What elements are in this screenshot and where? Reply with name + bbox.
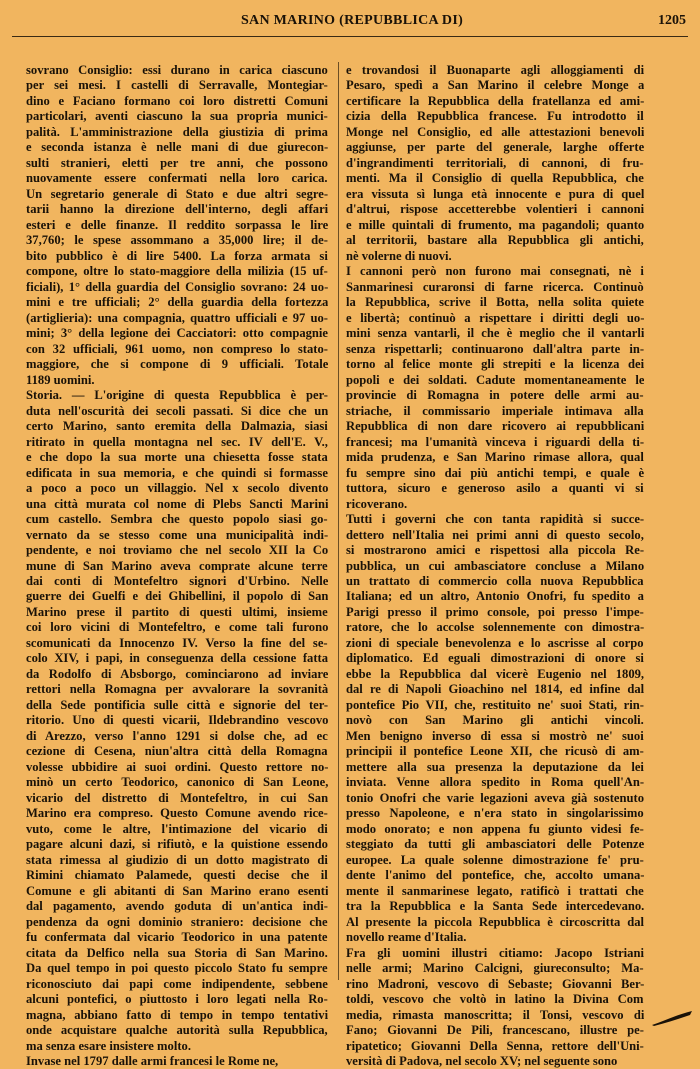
text-line: Repubblica di non dare ricovero ai repubblicani — [346, 419, 644, 434]
text-line: novò con San Marino gli antichi vincoli. — [346, 713, 644, 728]
left-column — [26, 63, 328, 1069]
text-line: magna, abbiano fatto di tempo in tempo tentativi — [26, 1007, 328, 1022]
text-line: era vissuta sì lunga età innocente e pura di quel — [346, 186, 644, 201]
text-line: sulti stranieri, eletti per tre anni, che possono — [26, 155, 328, 170]
text-line: striache, il commissario imperiale intimava alla — [346, 403, 644, 418]
text-line: Da quel tempo in poi questo piccolo Stato fu sempre — [26, 961, 328, 976]
text-line: e mille quintali di frumento, ma pagandoli; quanto — [346, 217, 644, 232]
text-line: ritorio. Uno di questi vicarii, Ildebrandino vescovo — [26, 713, 328, 728]
text-line: stata rimessa al giudizio di un dotto magistrato di — [26, 852, 328, 867]
text-line: esteri e delle finanze. Il reddito sorpassa le lire — [26, 217, 328, 232]
header-rule — [12, 36, 688, 37]
text-line: mida prudenza, e San Marino rimase allora, qual — [346, 450, 644, 465]
text-line: mini; 3° della legione dei Cacciatori: otto compagnie — [26, 326, 328, 341]
text-line: Marino era compreso. Questo Comune avendo rice- — [26, 806, 328, 821]
text-line: nè volerne di nuovi. — [346, 248, 452, 263]
text-line: e trovandosi il Buonaparte agli alloggiamenti di — [346, 63, 644, 77]
text-line: sovrano Consiglio: essi durano in carica ciascuno — [26, 63, 328, 77]
text-line: Marino prese il partito di questi ultimi, insieme — [26, 604, 328, 619]
running-header — [18, 8, 686, 34]
text-line: 37,760; le spese assommano a 35,000 lire; il de- — [26, 233, 328, 248]
text-line: senza rispettarli; continuarono dall'altra parte in- — [346, 341, 644, 356]
right-column — [346, 63, 644, 1069]
text-line: ebbe la Repubblica dal vicerè Eugenio nel 1809, — [346, 666, 644, 681]
text-line: vicario del distretto di Montefeltro, in cui San — [26, 790, 328, 805]
text-line: onde acquistare qualche autorità sulla Repubblica, — [26, 1023, 328, 1038]
text-line: toldi, vescovo che voltò in latino la Divina Com — [346, 992, 644, 1007]
text-line: guerre dei Guelfi e dei Ghibellini, il popolo di San — [26, 589, 328, 604]
text-line: volesse ubbidire ai suoi ordini. Questo rettore no- — [26, 759, 328, 774]
text-line: Storia. — L'origine di questa Repubblica è per- — [26, 388, 328, 403]
text-line: colo XIV, i papi, in conseguenza della cessione fatta — [26, 651, 328, 666]
text-line: mini e tre ufficiali; 2° della guardia della fortezza — [26, 295, 328, 310]
text-line: particolari, aventi ciascuno la sua propria munici- — [26, 109, 328, 124]
text-line: mente il sanmarinese legato, ratificò i trattati che — [346, 883, 644, 898]
text-line: mune di San Marino aveva comprate alcune terre — [26, 558, 328, 573]
text-line: dino e Faciano formano coi loro distretti Comuni — [26, 93, 328, 108]
text-line: da Rodolfo di Absborgo, cominciarono ad inviare — [26, 666, 328, 681]
text-line: coi loro vicini di Montefeltro, e come tali furono — [26, 620, 328, 635]
text-line: pendente, e noi troviamo che nel secolo XII la Co — [26, 543, 328, 558]
text-line: mettere alla sua presenza la deputazione da lei — [346, 759, 644, 774]
text-line: 1189 uomini. — [26, 372, 95, 387]
text-line: (artiglieria): una compagnia, quattro ufficiali e 97 uo- — [26, 310, 328, 325]
text-line: novello reame d'Italia. — [346, 930, 467, 945]
text-line: pontefice Pio VII, che, restituito ne' suoi Stati, rin- — [346, 697, 644, 712]
text-line: scomunicati da Innocenzo IV. Verso la fine del se- — [26, 635, 328, 650]
text-line: dettero nell'Italia nei primi anni di questo secolo, — [346, 527, 644, 542]
text-line: menti. Ma il Consiglio di quella Repubblica, che — [346, 171, 644, 186]
text-line: edificata in sua memoria, e che quindi si formasse — [26, 465, 328, 480]
text-line: con 32 ufficiali, 961 uomo, non compreso lo stato- — [26, 341, 328, 356]
text-line: europee. La quale solenne dimostrazione fe' pru- — [346, 852, 644, 867]
text-line: nuovamente essere confermati nella loro carica. — [26, 171, 328, 186]
text-line: Parigi presso il primo console, poi presso l'impe- — [346, 604, 644, 619]
text-line: al territorii, bastare alla Repubblica gli antichi, — [346, 233, 644, 248]
text-line: presso Napoleone, e n'era stato in singolarissimo — [346, 806, 644, 821]
text-line: modo onorato; e non appena fu giunto videsi fe- — [346, 821, 644, 836]
text-line: principii il pontefice Leone XII, che ricusò di am- — [346, 744, 644, 759]
text-line: certo Marino, santo eremita della Dalmazia, siasi — [26, 419, 328, 434]
text-line: pubblica, un cui ambasciatore concluse a Milano — [346, 558, 644, 573]
text-line: ripatetico; Giovanni Della Senna, rettore dell'Uni- — [346, 1038, 644, 1053]
text-line: fu sempre sino dai più antichi tempi, e quale è — [346, 465, 644, 480]
text-line: dal re di Napoli Gioachino nel 1814, ed infine dal — [346, 682, 644, 697]
text-line: e che dopo la sua morte una chiesetta fosse stata — [26, 450, 328, 465]
text-line: ficiali), 1° della guardia del Consiglio sovrano: 24 uo- — [26, 279, 328, 294]
text-line: diplomatico. Ed eguali dimostrazioni di onore si — [346, 651, 644, 666]
text-line: d'altrui, rispose accetterebbe volentieri i cannoni — [346, 202, 644, 217]
text-line: francesi; ma l'umanità vinceva i riguardi della ti- — [346, 434, 644, 449]
text-line: dal pagamento, avendo goduta di un'antica indi- — [26, 899, 328, 914]
text-line: aggiunse, per parte del generale, larghe offerte — [346, 140, 644, 155]
text-line: pagare alcuni dazi, si rifiutò, e la quistione essendo — [26, 837, 328, 852]
text-line: vernato da se stesso come una municipalità indi- — [26, 527, 328, 542]
text-line: Sanmarinesi curaronsi di farne ricerca. Continuò — [346, 279, 644, 294]
text-line: alcuni pontefici, o piuttosto i loro legati nella Ro- — [26, 992, 328, 1007]
text-line: I cannoni però non furono mai consegnati, nè i — [346, 264, 644, 279]
text-line: Comune e gli abitanti di San Marino erano esenti — [26, 883, 328, 898]
text-line: di Arezzo, verso l'anno 1291 si dolse che, ad ec — [26, 728, 328, 743]
text-line: tarii hanno la direzione dell'interno, degli affari — [26, 202, 328, 217]
text-line: Un segretario generale di Stato e due altri segre- — [26, 186, 328, 201]
text-line: Fano; Giovanni De Pili, francescano, illustre pe- — [346, 1023, 644, 1038]
text-line: tonio Onofri che varie legazioni aveva già sostenuto — [346, 790, 644, 805]
text-line: e seconda istanza è nelle mani di due giurecon- — [26, 140, 328, 155]
text-line: ratore, che lo accolse solennemente con dimostra- — [346, 620, 644, 635]
text-line: d'ingrandimenti territoriali, di cannoni, di fru- — [346, 155, 644, 170]
text-line: una città murata col nome di Plebs Sancti Marini — [26, 496, 328, 511]
running-title: SAN MARINO (REPUBBLICA DI) — [240, 13, 464, 28]
text-line: la Repubblica, scrive il Botta, nella solita quiete — [346, 295, 644, 310]
text-line: Al presente la piccola Repubblica è circoscritta dal — [346, 914, 644, 929]
text-line: nelle armi; Marino Calcigni, giureconsulto; Ma- — [346, 961, 644, 976]
text-line: dente l'animo del pontefice, che, accolto umana- — [346, 868, 644, 883]
text-line: provincie di Romagna in potere delle armi au- — [346, 388, 644, 403]
text-line: torno al felice monte gli strepiti e la licenza dei — [346, 357, 644, 372]
page-corner-mark — [650, 1009, 694, 1027]
text-line: cum castello. Sembra che questo popolo siasi go- — [26, 512, 328, 527]
text-line: citata da Delfico nella sua Storia di San Marino. — [26, 945, 328, 960]
text-line: palità. L'amministrazione della giustizia di prima — [26, 124, 328, 139]
text-line: tra la Repubblica e la Santa Sede intercedevano. — [346, 899, 644, 914]
text-line: maggiore, che si compone di 9 ufficiali. Totale — [26, 357, 328, 372]
text-line: a poco a poco un villaggio. Nel x secolo divento — [26, 481, 328, 496]
text-line: bito pubblico è di lire 5400. La forza armata si — [26, 248, 328, 263]
text-line: ma senza esare insistere molto. — [26, 1038, 191, 1053]
text-line: Tutti i governi che con tanta rapidità si succe- — [346, 512, 644, 527]
text-line: compone, oltre lo stato-maggiore della milizia (15 uf- — [26, 264, 328, 279]
page-number: 1205 — [658, 13, 686, 28]
text-line: rettori nella Romagna per avvalorare la sovranità — [26, 682, 328, 697]
text-line: tuttora, sicuro e generoso asilo a quanti vi si — [346, 481, 644, 496]
text-line: fu confermata dal vicario Teodorico in una patente — [26, 930, 328, 945]
text-line: cizia della Repubblica francese. Fu introdotto il — [346, 109, 644, 124]
text-line: steggiato da tutti gli ambasciatori delle Potenze — [346, 837, 644, 852]
text-line: per sei mesi. I castelli di Serravalle, Montegiar- — [26, 78, 328, 93]
text-line: ricoverano. — [346, 496, 408, 511]
text-line: si mostrarono amici e rispettosi alla piccola Re- — [346, 543, 644, 558]
text-line: versità di Padova, nel secolo XV; nel seguente sono — [346, 1054, 618, 1068]
text-line: rino Madroni, vescovo di Sebaste; Giovanni Ber- — [346, 976, 644, 991]
text-line: ritirato in quella montagna nel sec. IV dell'E. V., — [26, 434, 328, 449]
text-line: vuto, come le altre, l'intimazione del vicario di — [26, 821, 328, 836]
text-line: dai conti di Montefeltro signori d'Urbino. Nelle — [26, 573, 328, 588]
text-line: media, rimasta manoscritta; il Tonsi, vescovo di — [346, 1007, 644, 1022]
text-line: riconosciuto dai papi come indipendente, sebbene — [26, 976, 328, 991]
text-line: pendenza da ogni dominio straniero: decisione che — [26, 914, 328, 929]
text-line: Italiana; ed un altro, Antonio Onofri, fu spedito a — [346, 589, 644, 604]
text-line: Men benigno inverso di essa si mostrò ne' suoi — [346, 728, 644, 743]
text-line: cezione di Cesena, niun'altra città della Romagna — [26, 744, 328, 759]
text-line: duta nell'oscurità dei secoli passati. Si dice che un — [26, 403, 328, 418]
text-line: mini senza vantarli, il che è meglio che il vantarli — [346, 326, 644, 341]
text-line: e libertà; continuò a rispettare i diritti degli uo- — [346, 310, 644, 325]
text-line: Monge nel Consiglio, ed alle attestazioni benevoli — [346, 124, 644, 139]
text-line: inviata. Venne allora spedito in Roma quell'An- — [346, 775, 644, 790]
text-line: Fra gli uomini illustri citiamo: Jacopo Istriani — [346, 945, 644, 960]
column-divider — [338, 62, 339, 980]
text-line: popoli e dei soldati. Cadute momentaneamente le — [346, 372, 644, 387]
text-line: Rimini chiamato Palamede, questi decise che il — [26, 868, 328, 883]
text-line: minò un certo Teodorico, canonico di San Leone, — [26, 775, 328, 790]
text-line: Pesaro, spedì a San Marino il celebre Monge a — [346, 78, 644, 93]
text-line: Invase nel 1797 dalle armi francesi le Rome ne, — [26, 1054, 279, 1068]
text-line: certificare la Repubblica della fratellanza ed ami- — [346, 93, 644, 108]
text-line: della Sede pontificia sulle città e signorie del ter- — [26, 697, 328, 712]
text-line: un trattato di commercio colla nuova Repubblica — [346, 573, 644, 588]
text-line: zioni di speciale benevolenza e lo ascrisse al corpo — [346, 635, 644, 650]
